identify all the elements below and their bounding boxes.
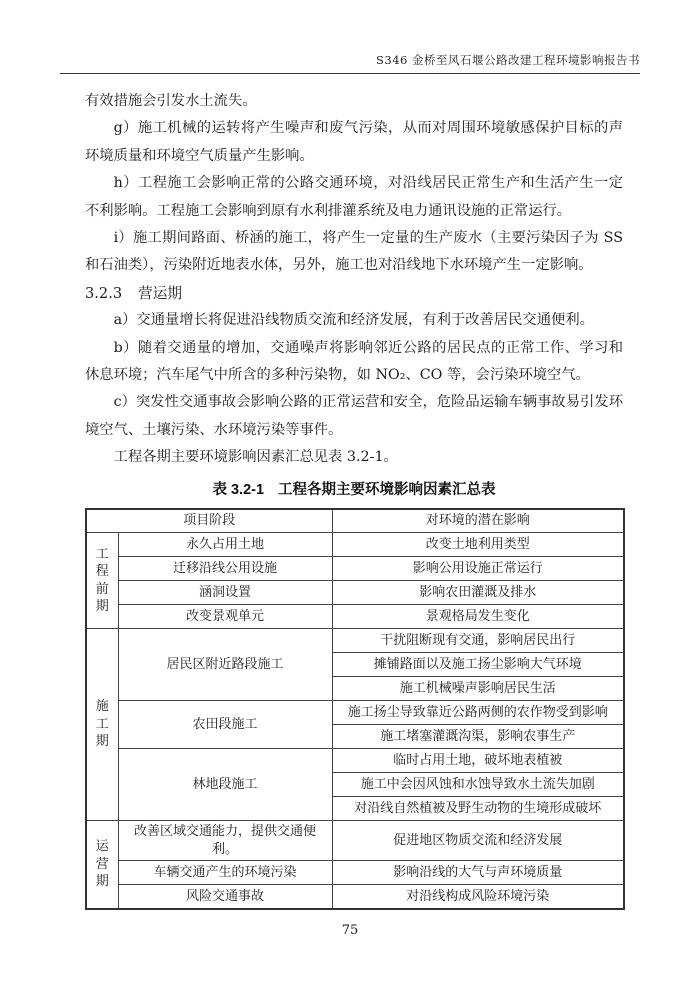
activity-cell: 风险交通事故	[118, 885, 332, 909]
paragraph-i: i）施工期间路面、桥涵的施工，将产生一定量的生产废水（主要污染因子为 SS 和石油类），污染附近地表水体，另外，施工也对沿线地下水环境产生一定影响。	[85, 230, 623, 274]
section-number: 3.2.3	[85, 284, 123, 302]
table-row	[86, 605, 624, 629]
table-row	[86, 581, 624, 605]
impact-cell: 临时占用土地，破坏地表植被	[332, 749, 624, 773]
table-row	[86, 749, 624, 773]
impact-cell: 景观格局发生变化	[332, 605, 624, 629]
impact-cell: 施工堵塞灌溉沟渠，影响农事生产	[332, 725, 624, 749]
activity-cell: 车辆交通产生的环境污染	[118, 861, 332, 885]
activity-cell: 迁移沿线公用设施	[118, 557, 332, 581]
page-number: 75	[341, 923, 359, 938]
impact-cell: 影响沿线的大气与声环境质量	[332, 861, 624, 885]
impact-factors-table	[85, 508, 625, 910]
activity-cell: 林地段施工	[118, 749, 332, 821]
table-row	[86, 533, 624, 557]
page-content	[85, 88, 623, 910]
paragraph-b: b）随着交通量的增加，交通噪声将影响邻近公路的居民点的正常工作、学习和休息环境；汽车尾气中所含的多种污染物，如 NO₂、CO 等，会污染环境空气。	[85, 339, 623, 384]
section-title: 营运期	[138, 284, 182, 302]
table-row	[86, 861, 624, 885]
impact-cell: 对沿线构成风险环境污染	[332, 885, 624, 909]
impact-cell: 施工中会因风蚀和水蚀导致水土流失加剧	[332, 773, 624, 797]
column-header-impact: 对环境的潜在影响	[332, 509, 624, 533]
impact-cell: 对沿线自然植被及野生动物的生境形成破坏	[332, 797, 624, 821]
activity-cell: 农田段施工	[118, 701, 332, 749]
impact-cell: 影响公用设施正常运行	[332, 557, 624, 581]
activity-cell: 居民区附近路段施工	[118, 629, 332, 701]
paragraph-c: c）突发性交通事故会影响公路的正常运营和安全，危险品运输车辆事故易引发环境空气、土壤污染、水环境污染等事件。	[85, 394, 623, 438]
paragraph-table-ref: 工程各期主要环境影响因素汇总见表 3.2-1。	[113, 449, 398, 466]
paragraph-h: h）工程施工会影响正常的公路交通环境，对沿线居民正常生产和生活产生一定不利影响。工程施工会影响到原有水利排灌系统及电力通讯设施的正常运行。	[85, 175, 623, 219]
impact-cell: 影响农田灌溉及排水	[332, 581, 624, 605]
running-title: S346 金桥至风石堰公路改建工程环境影响报告书	[376, 53, 640, 67]
impact-cell: 改变土地利用类型	[332, 533, 624, 557]
impact-cell: 施工机械噪声影响居民生活	[332, 677, 624, 701]
table-header-row	[86, 509, 624, 533]
table-caption	[85, 479, 623, 501]
paragraph-g: g）施工机械的运转将产生噪声和废气污染，从而对周围环境敏感保护目标的声环境质量和环境空气质量产生影响。	[85, 120, 623, 164]
impact-cell: 摊铺路面以及施工扬尘影响大气环境	[332, 653, 624, 677]
section-heading	[85, 280, 623, 307]
activity-cell: 改变景观单元	[118, 605, 332, 629]
phase-label-operation: 运营期	[86, 821, 118, 909]
table-row	[86, 821, 624, 861]
paragraph-continuation: 有效措施会引发水土流失。	[85, 93, 257, 109]
table-caption-number: 表 3.2-1	[212, 481, 265, 498]
table-row	[86, 557, 624, 581]
impact-cell: 干扰阻断现有交通，影响居民出行	[332, 629, 624, 653]
impact-cell: 促进地区物质交流和经济发展	[332, 821, 624, 861]
table-row	[86, 629, 624, 653]
table-row	[86, 701, 624, 725]
page-header	[60, 0, 640, 74]
phase-label-preconstruction: 工程前期	[86, 533, 118, 629]
column-header-stage: 项目阶段	[86, 509, 332, 533]
activity-cell: 涵洞设置	[118, 581, 332, 605]
table-row	[86, 885, 624, 909]
impact-cell: 施工扬尘导致靠近公路两侧的农作物受到影响	[332, 701, 624, 725]
activity-cell: 永久占用土地	[118, 533, 332, 557]
activity-cell: 改善区域交通能力，提供交通便利。	[118, 821, 332, 861]
header-rule	[60, 73, 640, 74]
paragraph-a: a）交通量增长将促进沿线物质交流和经济发展，有利于改善居民交通便利。	[113, 312, 594, 329]
table-caption-title: 工程各期主要环境影响因素汇总表	[278, 481, 496, 498]
phase-label-construction: 施工期	[86, 629, 118, 821]
